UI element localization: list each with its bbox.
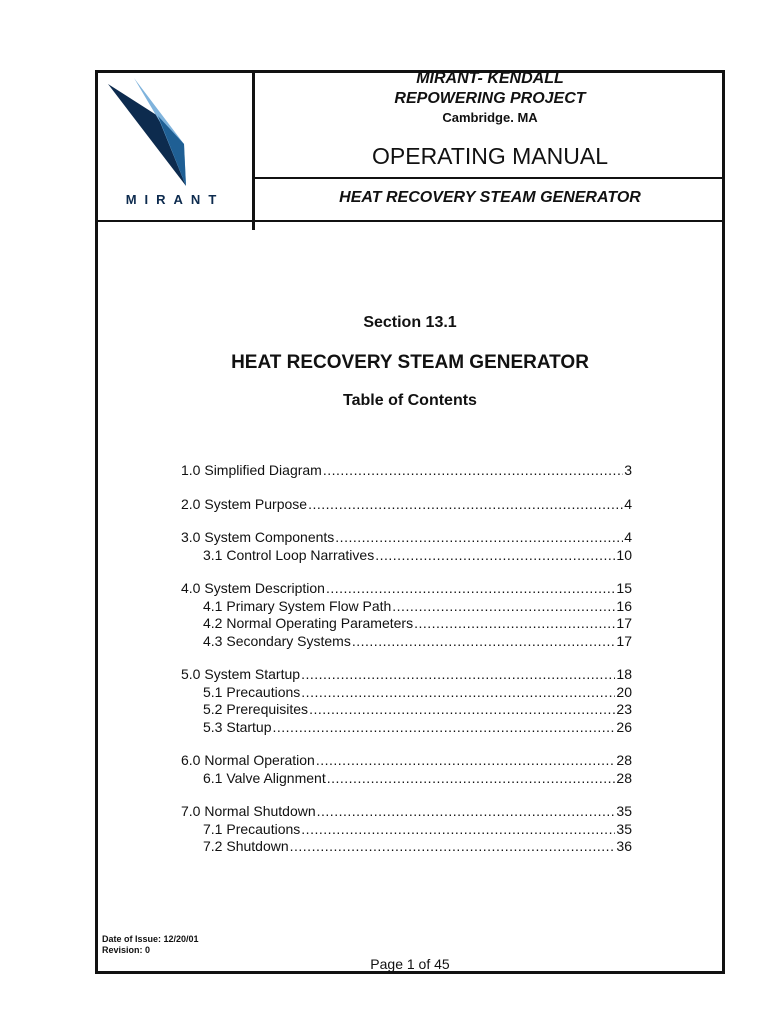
- toc-leader-dots: [301, 821, 615, 839]
- toc-leader-dots: [308, 496, 623, 514]
- toc-subentry[interactable]: [181, 615, 632, 633]
- toc-entry-label: 7.2 Shutdown: [203, 838, 289, 854]
- toc-entry-label: 4.2 Normal Operating Parameters: [203, 615, 414, 631]
- toc-entry-page: 28: [616, 752, 632, 768]
- toc-subentry[interactable]: [181, 547, 632, 565]
- toc-entry-label: 3.1 Control Loop Narratives: [203, 546, 375, 563]
- project-location: Cambridge. MA: [442, 110, 538, 125]
- manual-title: OPERATING MANUAL: [372, 143, 608, 169]
- toc-entry-page: 4: [624, 529, 632, 545]
- toc-entry-page: 35: [616, 803, 632, 819]
- toc-entry[interactable]: [181, 666, 632, 684]
- project-subtitle: REPOWERING PROJECT: [394, 90, 586, 107]
- toc-entry-label: 5.1 Precautions: [203, 683, 301, 700]
- toc-entry-page: 16: [616, 597, 632, 614]
- toc-entry-label: 5.3 Startup: [203, 718, 272, 735]
- toc-entry-label: 4.3 Secondary Systems: [203, 632, 351, 649]
- toc-leader-dots: [316, 752, 616, 770]
- header-divider-middle: [255, 177, 725, 179]
- toc-leader-dots: [335, 529, 623, 547]
- toc-subentry[interactable]: [181, 684, 632, 702]
- toc-leader-dots: [323, 462, 623, 480]
- toc-entry-page: 4: [624, 495, 632, 512]
- section-title: HEAT RECOVERY STEAM GENERATOR: [231, 352, 589, 373]
- revision-number: Revision: 0: [102, 945, 151, 955]
- toc-entry-page: 20: [616, 683, 632, 700]
- logo-wordmark: MIRANT: [125, 192, 225, 207]
- toc-subentry[interactable]: [181, 598, 632, 616]
- toc-subentry[interactable]: [181, 821, 632, 839]
- toc-entry[interactable]: [181, 496, 632, 514]
- toc-leader-dots: [301, 666, 615, 684]
- toc-entry-label: 5.0 System Startup: [181, 666, 301, 682]
- toc-entry[interactable]: [181, 752, 632, 770]
- toc-entry-label: 6.0 Normal Operation: [181, 752, 315, 768]
- toc-entry-label: 1.0 Simplified Diagram: [181, 462, 322, 478]
- toc-entry-page: 35: [616, 820, 632, 837]
- toc-entry-page: 18: [616, 666, 632, 682]
- toc-entry-label: 7.0 Normal Shutdown: [181, 803, 316, 819]
- toc-entry-page: 26: [616, 718, 632, 735]
- toc-entry-label: 4.0 System Description: [181, 580, 325, 596]
- toc-leader-dots: [273, 719, 616, 737]
- toc-leader-dots: [309, 701, 615, 719]
- header-divider-bottom: [95, 220, 725, 222]
- toc-entry-label: 2.0 System Purpose: [181, 495, 308, 512]
- toc-entry[interactable]: [181, 529, 632, 547]
- table-of-contents: [181, 462, 632, 856]
- toc-leader-dots: [301, 684, 615, 702]
- toc-entry-page: 15: [616, 580, 632, 596]
- toc-leader-dots: [352, 633, 616, 651]
- project-name: MIRANT- KENDALL: [416, 70, 564, 87]
- toc-entry[interactable]: [181, 580, 632, 598]
- page-number: Page 1 of 45: [370, 956, 450, 972]
- toc-subentry[interactable]: [181, 719, 632, 737]
- section-number: Section 13.1: [363, 314, 457, 331]
- toc-entry[interactable]: [181, 462, 632, 480]
- toc-heading: Table of Contents: [343, 392, 477, 409]
- toc-leader-dots: [290, 838, 616, 856]
- toc-entry-label: 4.1 Primary System Flow Path: [203, 597, 392, 614]
- toc-entry-page: 17: [616, 615, 632, 631]
- toc-leader-dots: [327, 770, 616, 788]
- toc-entry-label: 6.1 Valve Alignment: [203, 769, 326, 786]
- toc-subentry[interactable]: [181, 770, 632, 788]
- toc-entry-page: 23: [616, 701, 632, 717]
- toc-entry-page: 10: [616, 546, 632, 563]
- toc-leader-dots: [317, 803, 616, 821]
- toc-subentry[interactable]: [181, 633, 632, 651]
- toc-leader-dots: [375, 547, 615, 565]
- toc-subentry[interactable]: [181, 838, 632, 856]
- system-title: HEAT RECOVERY STEAM GENERATOR: [339, 189, 641, 206]
- toc-entry-page: 28: [616, 769, 632, 786]
- toc-subentry[interactable]: [181, 701, 632, 719]
- toc-entry[interactable]: [181, 803, 632, 821]
- toc-entry-page: 3: [624, 462, 632, 478]
- toc-leader-dots: [414, 615, 615, 633]
- toc-entry-label: 5.2 Prerequisites: [203, 701, 309, 717]
- toc-entry-page: 17: [616, 632, 632, 649]
- toc-entry-label: 7.1 Precautions: [203, 820, 301, 837]
- issue-date: Date of Issue: 12/20/01: [102, 934, 199, 944]
- toc-entry-page: 36: [616, 838, 632, 854]
- toc-entry-label: 3.0 System Components: [181, 529, 335, 545]
- toc-leader-dots: [326, 580, 615, 598]
- toc-leader-dots: [392, 598, 615, 616]
